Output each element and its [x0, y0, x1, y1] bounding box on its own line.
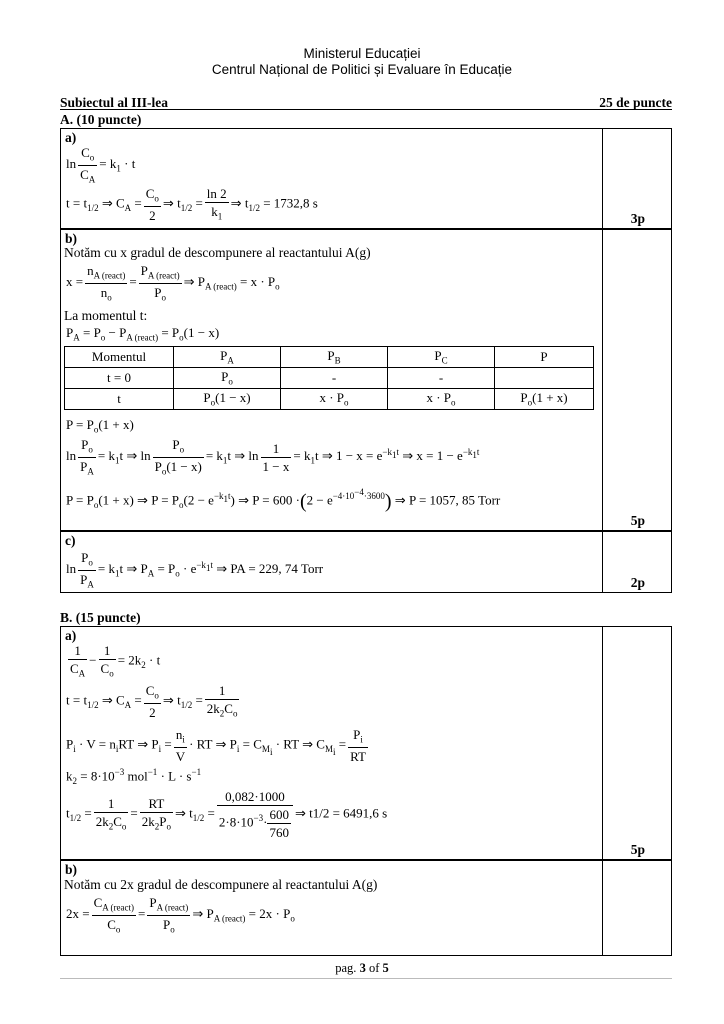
subject-points: 25 de puncte [599, 95, 672, 110]
ministry-name: Ministerul Educației [303, 46, 421, 61]
page-footer: pag. 3 of 5 [335, 961, 389, 975]
part-label: c) [65, 533, 76, 548]
footer-divider [60, 978, 672, 979]
subject-title: Subiectul al III-lea [60, 95, 169, 110]
table-row [65, 389, 594, 410]
table-cell: t [65, 389, 174, 410]
part-bb-intro: Notăm cu 2x gradul de descompunere al reactantului A(g) [64, 877, 378, 892]
table-header-cell: Momentul [65, 347, 174, 368]
table-cell: $x \cdot P_o$ [281, 389, 388, 410]
equation-b5: $P = P_o(1 + x)$ ⇒ $P = P_o(2 - e^{-k_1t})$ ⇒ $P = 600 \cdot(2 - e^{-4\cdot 10^{-4}\cdot 3600})$ ⇒ P = 1057, 85 Torr [66, 487, 501, 513]
equation-ba5: $t_{1/2}$ = $\frac{1}{2k_2C_o}$ = $\frac{RT}{2k_2P_o}$ ⇒ $t_{1/2}$ = 0,082·1000 $2\cdot 8\cdot 10^{-3}\cdot$ $\frac{600}{760}$ ⇒ t1/2 = 6491,6 s [66, 789, 388, 840]
table-header-row [65, 347, 594, 368]
table-cell: $P_o(1 - x)$ [174, 389, 281, 410]
part-c-result: PA = 229, 74 Torr [230, 561, 324, 577]
equation-b4: ln $\frac{P_o}{P_A}$ = $k_1t$ ⇒ ln $\frac{P_o}{P_o(1 - x)}$ = $k_1t$ ⇒ ln $\frac{1}{1 - x}$ = $k_1t$ ⇒ $1 - x = e^{-k_1t}$ ⇒ $x = 1 - e^{-k_1t}$ [66, 437, 480, 477]
subject-heading [60, 95, 672, 110]
equation-ba2: $t = t_{1/2}$ ⇒ $C_A$ = $\frac{C_o}{2}$ ⇒ $t_{1/2}$ = $\frac{1}{2k_2C_o}$ [66, 683, 238, 720]
table-header-cell: $P_A$ [174, 347, 281, 368]
equation-b1: x = $\frac{n_{A (react)}}{n_o}$ = $\frac{P_{A (react)}}{P_o}$ ⇒ $P_{A (react)} = x \cdot P_o$ [66, 263, 280, 303]
section-a-label: A. (10 puncte) [60, 112, 142, 127]
equation-ba1: $\frac{1}{C_A}$ − $\frac{1}{C_o}$ = $2k_2 \cdot t$ [70, 643, 161, 679]
table-row [65, 368, 594, 389]
center-name: Centrul Național de Politici și Evaluare în Educație [211, 62, 513, 77]
part-b-result: P = 1057, 85 Torr [408, 492, 501, 508]
table-cell: $P_o$ [174, 368, 281, 389]
part-ba-result: t1/2 = 6491,6 s [309, 805, 388, 821]
part-points: 5p [630, 842, 645, 857]
table-cell [495, 368, 594, 389]
equation-b3: $P = P_o(1 + x)$ [66, 417, 134, 435]
part-label: b) [65, 862, 78, 877]
equation-ba4: $k_2 = 8\cdot 10^{-3}$ $mol^{-1} \cdot L \cdot s^{-1}$ [66, 767, 202, 786]
table-header-cell: P [495, 347, 594, 368]
table-cell: $x \cdot P_o$ [388, 389, 495, 410]
table-cell: $P_o(1 + x)$ [495, 389, 594, 410]
equation-c1: ln $\frac{P_o}{P_A}$ = $k_1t$ ⇒ $P_A = P_o \cdot e^{-k_1t}$ ⇒ PA = 229, 74 Torr [66, 550, 324, 590]
equation-b2: $P_A = P_o - P_{A (react)} = P_o(1 - x)$ [66, 325, 220, 343]
table-cell: - [388, 368, 495, 389]
part-points: 5p [630, 513, 645, 528]
section-b-label: B. (15 puncte) [60, 610, 141, 625]
part-label: a) [65, 628, 77, 643]
moment-label: La momentul t: [64, 308, 148, 323]
part-points: 3p [630, 211, 645, 226]
part-label: a) [65, 130, 77, 145]
part-label: b) [65, 231, 78, 246]
equation-ba3: $P_i \cdot V = n_iRT$ ⇒ $P_i$ = $\frac{n_i}{V}$ · RT ⇒ $P_i = C_{M_i}$ · RT ⇒ $C_{M_i}$ = $\frac{P_i}{RT}$ [66, 727, 366, 764]
table-header-cell: $P_B$ [281, 347, 388, 368]
table-cell: - [281, 368, 388, 389]
part-points: 2p [630, 575, 645, 590]
table-cell: t = 0 [65, 368, 174, 389]
table-header-cell: $P_C$ [388, 347, 495, 368]
part-b-intro: Notăm cu x gradul de descompunere al reactantului A(g) [64, 245, 371, 260]
equation-a2: $t = t_{1/2}$ ⇒ $C_A$ = $\frac{C_o}{2}$ ⇒ $t_{1/2}$ = $\frac{\ln 2}{k_1}$ ⇒ $t_{1/2} = 1732,8$ s [66, 186, 318, 223]
equation-bb1: 2x = $\frac{C_{A (react)}}{C_o}$ = $\frac{P_{A (react)}}{P_o}$ ⇒ $P_{A (react)} = 2x \cdot P_o$ [66, 895, 295, 935]
moment-table [64, 346, 594, 410]
equation-a1: ln $\frac{C_o}{C_A}$ = $k_1 \cdot t$ [66, 145, 136, 185]
